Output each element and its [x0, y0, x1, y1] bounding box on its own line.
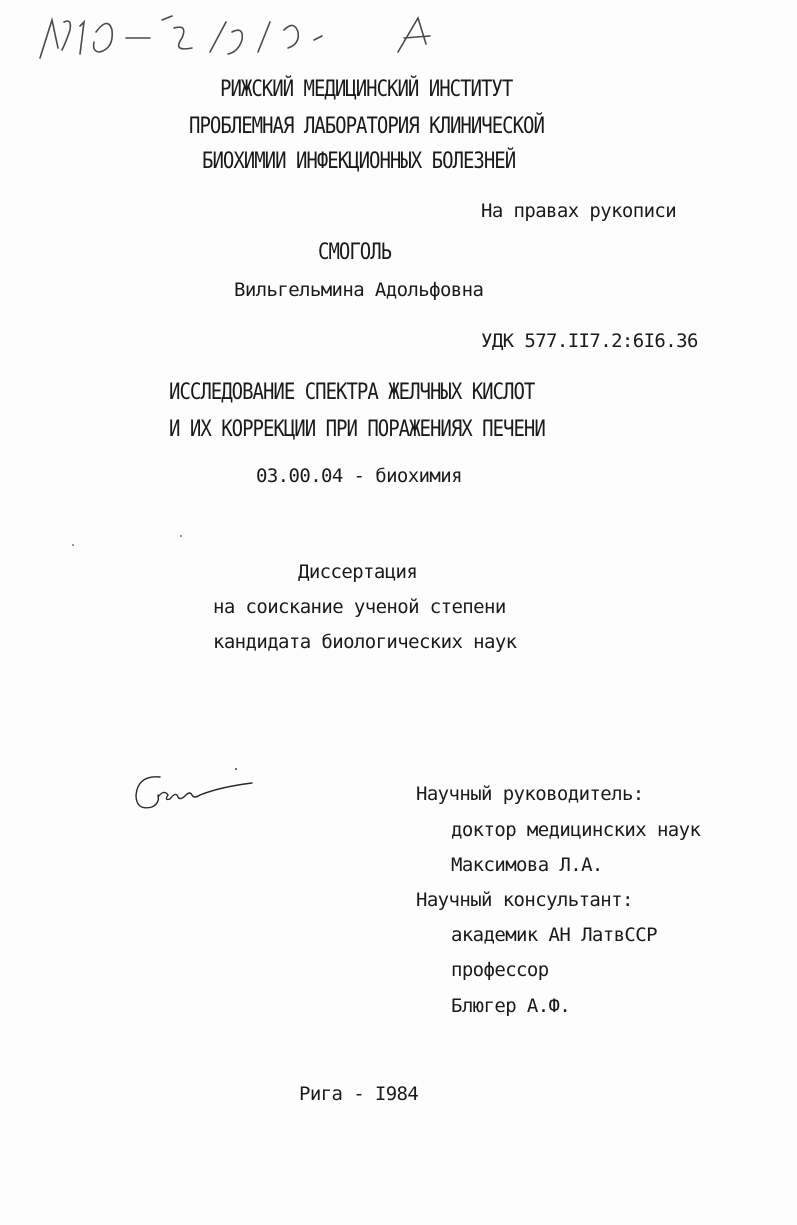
degree-line3: кандидата биологических наук [213, 631, 517, 653]
author-given-names: Вильгельмина Адольфовна [234, 279, 484, 301]
specialty-code: 03.00.04 - биохимия [256, 465, 462, 487]
consultant-title-professor: профессор [451, 959, 549, 981]
place-and-year: Рига - I984 [299, 1083, 419, 1105]
handwritten-archive-note [22, 8, 442, 78]
laboratory-name-line2: БИОХИМИИ ИНФЕКЦИОННЫХ БОЛЕЗНЕЙ [202, 148, 516, 174]
consultant-label: Научный консультант: [416, 889, 633, 911]
consultant-title-academic: академик АН ЛатвССР [451, 924, 657, 946]
institution-name: РИЖСКИЙ МЕДИЦИНСКИЙ ИНСТИТУТ [220, 76, 513, 102]
degree-line1: Диссертация [298, 561, 418, 583]
paper-speck [180, 535, 182, 537]
laboratory-name-line1: ПРОБЛЕМНАЯ ЛАБОРАТОРИЯ КЛИНИЧЕСКОЙ [189, 113, 544, 139]
paper-speck [72, 544, 74, 546]
signature-dot [235, 768, 237, 770]
manuscript-rights-note: На правах рукописи [481, 200, 677, 222]
dissertation-title-line1: ИССЛЕДОВАНИЕ СПЕКТРА ЖЕЛЧНЫХ КИСЛОТ [169, 379, 535, 405]
dissertation-title-line2: И ИХ КОРРЕКЦИИ ПРИ ПОРАЖЕНИЯХ ПЕЧЕНИ [169, 416, 545, 442]
degree-line2: на соискание ученой степени [213, 596, 506, 618]
advisor-title: доктор медицинских наук [451, 819, 701, 841]
advisor-name: Максимова Л.А. [451, 854, 603, 876]
author-surname: СМОГОЛЬ [318, 239, 392, 265]
advisor-label: Научный руководитель: [416, 783, 644, 805]
author-signature [130, 765, 260, 820]
udc-code: УДК 577.II7.2:6I6.36 [481, 330, 698, 352]
consultant-name: Блюгер А.Ф. [451, 995, 571, 1017]
